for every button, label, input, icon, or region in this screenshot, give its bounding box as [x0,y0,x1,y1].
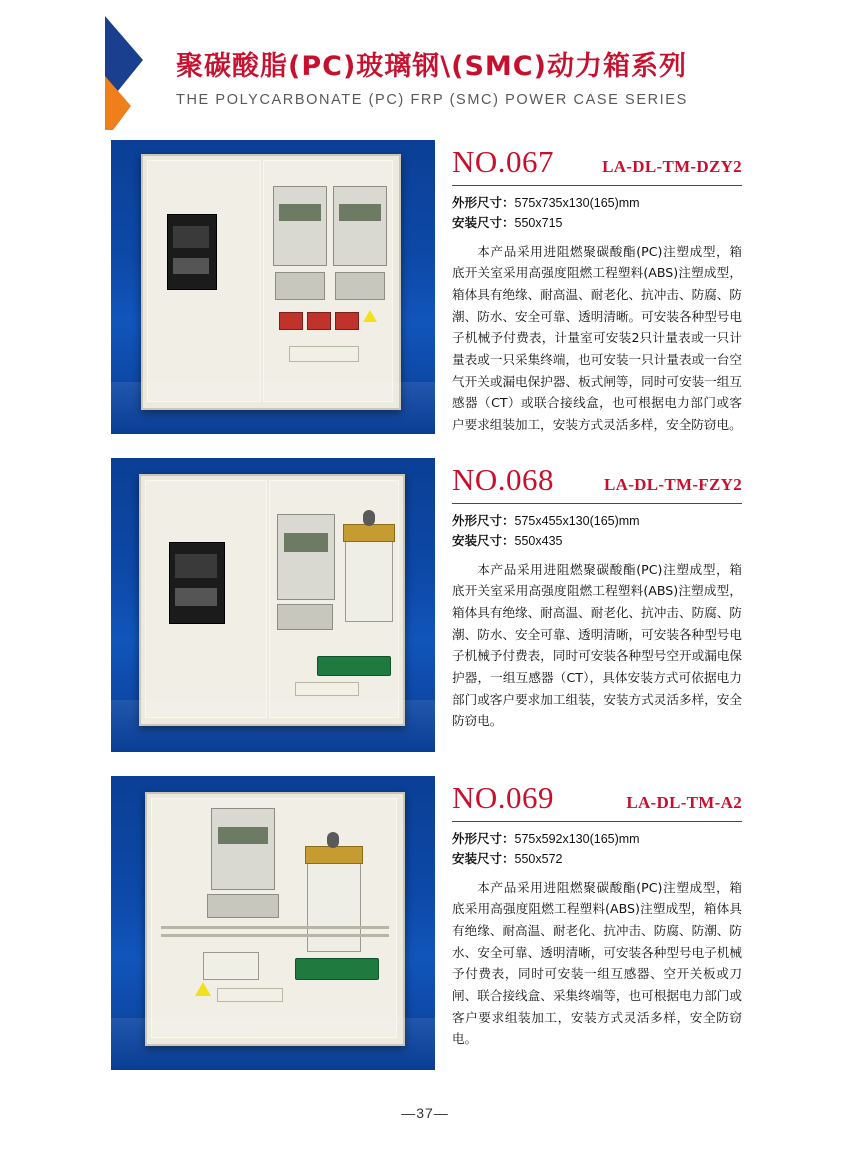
mounting-label: 安装尺寸： [452,533,515,549]
product-description: 本产品采用进阻燃聚碳酸酯(PC)注塑成型，箱底采用高强度阻燃工程塑料(ABS)注塑成型，箱体具有绝缘、耐高温、耐老化、抗冲击、防腐、防潮、防水、安全可靠、透明清晰，可安装各种型号电子机械予付费表，同时可安装一组互感器、空开关板或刀闸、联合接线盒、采集终端等，也可根据电力部门或客户要求组装加工，安装方式灵活多样，安全防窃电。 [452,879,742,1047]
product-photo [111,140,435,434]
product-number: NO.067 [452,144,555,179]
header-arrow-icon [103,14,173,132]
mounting-label: 安装尺寸： [452,851,515,867]
page-title-en: THE POLYCARBONATE (PC) FRP (SMC) POWER CASE SERIES [176,92,688,108]
product-code: LA-DL-TM-A2 [626,793,742,812]
product-heading [452,782,742,819]
product-code: LA-DL-TM-DZY2 [602,157,742,176]
product-heading [452,464,742,501]
heading-divider [452,503,742,504]
header-text-group [176,44,688,108]
product-info [452,782,742,1050]
dimension-value: 575x455x130(165)mm [514,514,640,528]
product-block [0,776,850,1094]
product-description: 本产品采用进阻燃聚碳酸酯(PC)注塑成型，箱底开关室采用高强度阻燃工程塑料(ABS)注塑成型，箱体具有绝缘、耐高温、耐老化、抗冲击、防腐、防潮、防水、安全可靠、透明清晰，可安装各种型号电子机械予付费表，同时可安装各种型号空开或漏电保护器，一组互感器（CT），具体安装方式可依据电力部门或客户要求加工组装，安装方式灵活多样，安全防窃电。 [452,561,742,729]
mounting-line [452,213,742,233]
mounting-line [452,531,742,551]
heading-divider [452,821,742,822]
dimension-label: 外形尺寸： [452,831,515,846]
dimension-label: 外形尺寸： [452,513,515,528]
product-info [452,464,742,732]
mounting-value: 550x715 [514,216,563,231]
mounting-label: 安装尺寸： [452,215,515,231]
mounting-value: 550x435 [514,534,563,549]
dimension-value: 575x735x130(165)mm [514,196,640,210]
product-block [0,140,850,458]
product-number: NO.068 [452,462,555,497]
product-photo [111,776,435,1070]
page-title-cn: 聚碳酸脂(PC)玻璃钢\(SMC)动力箱系列 [176,51,687,82]
dimension-line [452,511,742,531]
product-code: LA-DL-TM-FZY2 [604,475,742,494]
product-info [452,146,742,436]
dimension-line [452,829,742,849]
page-number: —37— [401,1105,449,1121]
dimension-line [452,193,742,213]
product-block [0,458,850,776]
product-description: 本产品采用进阻燃聚碳酸酯(PC)注塑成型，箱底开关室采用高强度阻燃工程塑料(ABS)注塑成型，箱体具有绝缘、耐高温、耐老化、抗冲击、防腐、防潮、防水、安全可靠、透明清晰。可安装各种型号电子机械予付费表，计量室可安装2只计量表或一只计量表或一只采集终端，也可安装一只计量表或一台空气开关或漏电保护器、板式闸等，同时可安装一组互感器（CT）或联合接线盒，也可根据电力部门或客户要求组装加工，安装方式灵活多样，安全防窃电。 [452,243,742,432]
dimension-label: 外形尺寸： [452,195,515,210]
product-heading [452,146,742,183]
dimension-value: 575x592x130(165)mm [514,832,640,846]
product-photo [111,458,435,752]
heading-divider [452,185,742,186]
product-number: NO.069 [452,780,555,815]
mounting-value: 550x572 [514,852,563,867]
page-header [0,0,850,140]
mounting-line [452,849,742,869]
